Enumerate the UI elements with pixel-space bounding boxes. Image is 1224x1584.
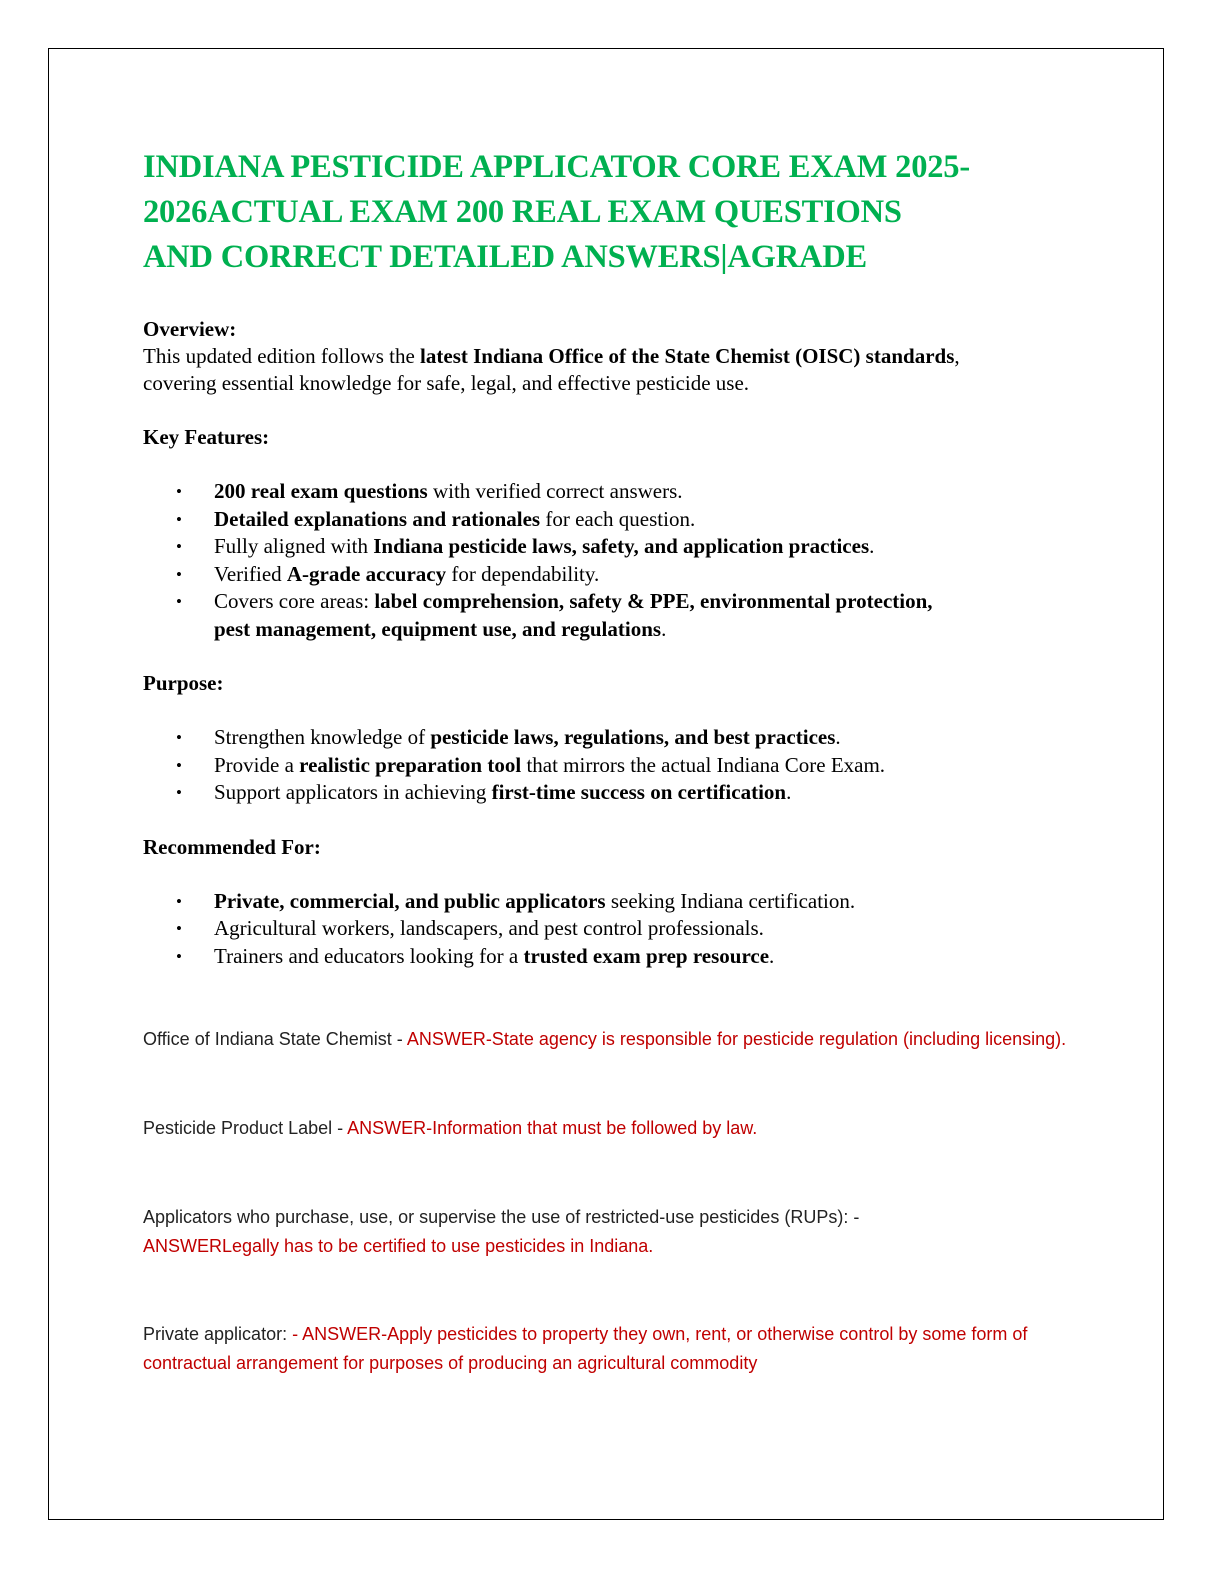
item-text: Support applicators in achieving xyxy=(214,780,492,804)
qa-answer: ANSWER-Information that must be followed by law. xyxy=(347,1118,758,1138)
recommended-heading: Recommended For: xyxy=(143,834,321,859)
item-bold: pesticide laws, regulations, and best practices xyxy=(430,725,836,749)
item-text: with verified correct answers. xyxy=(427,479,683,503)
item-text: Verified xyxy=(214,561,287,586)
item-text: seeking Indiana certification. xyxy=(605,888,856,913)
qa-answer: ANSWER-State agency is responsible for pesticide regulation (including licensing). xyxy=(406,1029,1067,1049)
qa-item xyxy=(143,1114,1073,1143)
item-bold: pest management, equipment use, and regulations xyxy=(214,616,662,641)
key-features-section xyxy=(143,424,1073,643)
overview-text: This updated edition follows the xyxy=(143,344,421,368)
qa-item xyxy=(143,1203,1073,1261)
list-item xyxy=(143,506,1073,534)
qa-item xyxy=(143,1025,1073,1054)
bullet-icon: • xyxy=(176,537,182,556)
list-item xyxy=(143,752,1073,780)
bullet-icon: • xyxy=(176,592,182,611)
purpose-heading: Purpose: xyxy=(143,671,224,695)
item-text: Agricultural workers, landscapers, and pest control professionals. xyxy=(214,916,764,940)
item-text: Trainers and educators looking for a xyxy=(214,943,524,968)
bullet-icon: • xyxy=(176,482,182,501)
item-bold: Indiana pesticide laws, safety, and application practices xyxy=(373,534,870,558)
item-text: . xyxy=(661,616,667,641)
bullet-icon: • xyxy=(176,728,182,747)
item-text: that mirrors the actual Indiana Core Exam. xyxy=(521,752,886,777)
item-bold: first-time success on certification xyxy=(491,780,787,804)
item-text: for each question. xyxy=(540,506,696,531)
list-item xyxy=(143,888,1073,916)
key-features-list xyxy=(143,478,1073,643)
overview-line-1 xyxy=(143,343,1073,370)
title-line-3: AND CORRECT DETAILED ANSWERS|AGRADE xyxy=(143,239,868,275)
item-text: . xyxy=(869,534,875,558)
title-line-1: INDIANA PESTICIDE APPLICATOR CORE EXAM 2025- xyxy=(143,149,970,185)
purpose-section xyxy=(143,670,1073,807)
purpose-list xyxy=(143,724,1073,807)
list-item xyxy=(143,588,1073,643)
overview-bold-text: latest Indiana Office of the State Chemist (OISC) standards xyxy=(420,344,955,368)
overview-line-2: covering essential knowledge for safe, legal, and effective pesticide use. xyxy=(143,371,750,395)
qa-answer: - ANSWER-Apply pesticides to property they own, rent, or otherwise control by some form of contractual arrangement for purposes of producing an agricultural commodity xyxy=(143,1324,1028,1373)
bullet-icon: • xyxy=(176,564,182,584)
item-bold: 200 real exam questions xyxy=(214,479,428,503)
item-text: . xyxy=(769,943,775,968)
list-item xyxy=(143,915,1073,943)
bullet-icon: • xyxy=(176,891,182,911)
bullet-icon: • xyxy=(176,919,182,938)
item-bold: realistic preparation tool xyxy=(299,752,522,777)
item-text: . xyxy=(786,780,792,804)
item-bold: Detailed explanations and rationales xyxy=(214,506,541,531)
key-features-heading: Key Features: xyxy=(143,425,270,449)
item-bold: Private, commercial, and public applicators xyxy=(214,888,606,913)
list-item xyxy=(143,561,1073,589)
item-text: for dependability. xyxy=(446,561,600,586)
item-text: Covers core areas: xyxy=(214,589,375,613)
overview-section xyxy=(143,316,1073,397)
list-item xyxy=(143,533,1073,561)
bullet-icon: • xyxy=(176,509,182,529)
list-item xyxy=(143,943,1073,971)
qa-term: Private applicator: xyxy=(143,1324,293,1344)
list-item xyxy=(143,779,1073,807)
list-item xyxy=(143,478,1073,506)
item-bold: A-grade accuracy xyxy=(286,561,447,586)
bullet-icon: • xyxy=(176,783,182,802)
qa-term: Pesticide Product Label - xyxy=(143,1118,348,1138)
item-bold: trusted exam prep resource xyxy=(523,943,770,968)
item-text: . xyxy=(835,725,841,749)
item-text: Provide a xyxy=(214,752,300,777)
item-text: Fully aligned with xyxy=(214,534,374,558)
recommended-list xyxy=(143,888,1073,971)
item-bold: label comprehension, safety & PPE, environmental protection, xyxy=(374,589,933,613)
title-line-2: 2026ACTUAL EXAM 200 REAL EXAM QUESTIONS xyxy=(143,194,902,230)
document-title xyxy=(143,145,1073,280)
overview-heading: Overview: xyxy=(143,317,237,341)
overview-punct: , xyxy=(954,344,960,368)
bullet-icon: • xyxy=(176,946,182,966)
qa-term: Office of Indiana State Chemist - xyxy=(143,1029,407,1049)
bullet-icon: • xyxy=(176,755,182,775)
qa-item xyxy=(143,1320,1073,1378)
list-item xyxy=(143,724,1073,752)
recommended-section xyxy=(143,834,1073,971)
qa-term: Applicators who purchase, use, or supervise the use of restricted-use pesticides (RUPs): - xyxy=(143,1207,860,1227)
qa-answer: ANSWERLegally has to be certified to use pesticides in Indiana. xyxy=(143,1236,654,1256)
item-text: Strengthen knowledge of xyxy=(214,725,431,749)
document-body xyxy=(143,145,1073,1378)
